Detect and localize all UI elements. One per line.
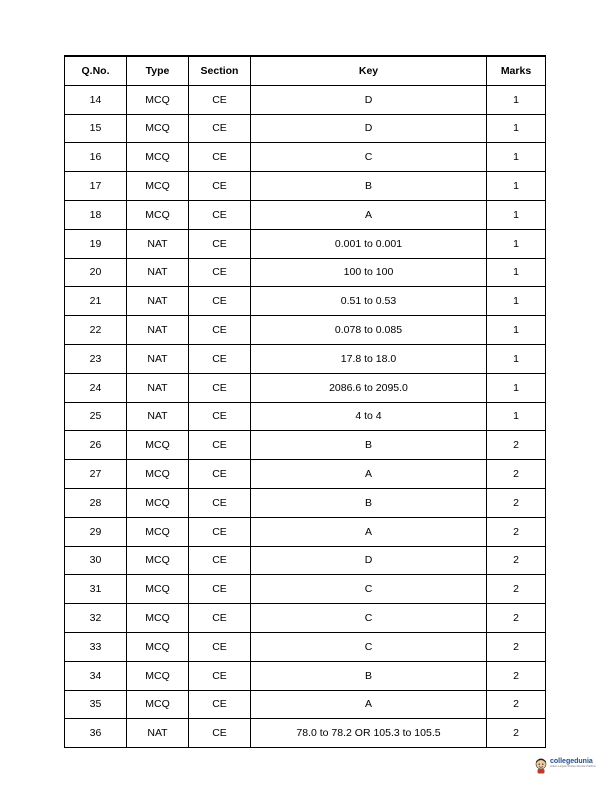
cell-type: MCQ [127, 604, 189, 633]
cell-qno: 34 [65, 661, 127, 690]
cell-marks: 1 [487, 402, 546, 431]
cell-qno: 14 [65, 85, 127, 114]
table-row [65, 719, 546, 748]
cell-section: CE [189, 258, 251, 287]
cell-marks: 2 [487, 604, 546, 633]
table-row [65, 114, 546, 143]
cell-qno: 26 [65, 431, 127, 460]
cell-qno: 35 [65, 690, 127, 719]
table-row [65, 517, 546, 546]
table-row [65, 287, 546, 316]
header-section: Section [189, 56, 251, 85]
cell-marks: 2 [487, 546, 546, 575]
cell-marks: 2 [487, 632, 546, 661]
cell-marks: 1 [487, 316, 546, 345]
cell-marks: 2 [487, 431, 546, 460]
cell-marks: 1 [487, 114, 546, 143]
cell-marks: 1 [487, 85, 546, 114]
cell-key: A [251, 517, 487, 546]
cell-qno: 17 [65, 172, 127, 201]
table-row [65, 200, 546, 229]
cell-key: B [251, 431, 487, 460]
cell-marks: 2 [487, 517, 546, 546]
cell-section: CE [189, 431, 251, 460]
cell-section: CE [189, 85, 251, 114]
cell-section: CE [189, 373, 251, 402]
cell-marks: 1 [487, 143, 546, 172]
cell-marks: 1 [487, 287, 546, 316]
cell-marks: 2 [487, 460, 546, 489]
cell-marks: 2 [487, 488, 546, 517]
table-row [65, 690, 546, 719]
cell-key: C [251, 575, 487, 604]
cell-type: MCQ [127, 200, 189, 229]
brand-name: collegedunia [550, 758, 593, 765]
cell-qno: 19 [65, 229, 127, 258]
cell-qno: 36 [65, 719, 127, 748]
cell-type: MCQ [127, 661, 189, 690]
cell-section: CE [189, 287, 251, 316]
table-row [65, 431, 546, 460]
cell-section: CE [189, 632, 251, 661]
cell-section: CE [189, 690, 251, 719]
cell-qno: 21 [65, 287, 127, 316]
cell-key: A [251, 200, 487, 229]
table-row [65, 316, 546, 345]
mascot-icon [534, 758, 548, 774]
cell-section: CE [189, 604, 251, 633]
table-body [65, 85, 546, 747]
cell-marks: 1 [487, 258, 546, 287]
cell-qno: 29 [65, 517, 127, 546]
cell-qno: 32 [65, 604, 127, 633]
cell-type: NAT [127, 719, 189, 748]
cell-section: CE [189, 143, 251, 172]
header-type: Type [127, 56, 189, 85]
table-header-row [65, 56, 546, 85]
table-row [65, 344, 546, 373]
cell-section: CE [189, 114, 251, 143]
cell-marks: 1 [487, 229, 546, 258]
cell-qno: 24 [65, 373, 127, 402]
cell-key: D [251, 546, 487, 575]
cell-type: NAT [127, 287, 189, 316]
cell-key: D [251, 85, 487, 114]
table-row [65, 604, 546, 633]
cell-type: NAT [127, 373, 189, 402]
cell-type: NAT [127, 229, 189, 258]
cell-key: 4 to 4 [251, 402, 487, 431]
table-row [65, 488, 546, 517]
cell-section: CE [189, 402, 251, 431]
cell-key: A [251, 690, 487, 719]
cell-section: CE [189, 546, 251, 575]
cell-type: MCQ [127, 632, 189, 661]
cell-section: CE [189, 316, 251, 345]
cell-key: A [251, 460, 487, 489]
cell-type: MCQ [127, 546, 189, 575]
cell-key: 0.51 to 0.53 [251, 287, 487, 316]
cell-type: MCQ [127, 172, 189, 201]
cell-type: MCQ [127, 460, 189, 489]
cell-section: CE [189, 517, 251, 546]
answer-key-table [64, 55, 546, 748]
cell-qno: 23 [65, 344, 127, 373]
cell-key: 2086.6 to 2095.0 [251, 373, 487, 402]
cell-type: MCQ [127, 690, 189, 719]
cell-type: MCQ [127, 85, 189, 114]
cell-key: D [251, 114, 487, 143]
cell-qno: 28 [65, 488, 127, 517]
cell-key: 17.8 to 18.0 [251, 344, 487, 373]
cell-type: MCQ [127, 517, 189, 546]
cell-qno: 20 [65, 258, 127, 287]
cell-qno: 15 [65, 114, 127, 143]
table-row [65, 85, 546, 114]
cell-type: NAT [127, 402, 189, 431]
table-row [65, 172, 546, 201]
cell-marks: 1 [487, 200, 546, 229]
header-marks: Marks [487, 56, 546, 85]
header-key: Key [251, 56, 487, 85]
cell-type: MCQ [127, 114, 189, 143]
cell-key: 100 to 100 [251, 258, 487, 287]
cell-qno: 22 [65, 316, 127, 345]
table-row [65, 575, 546, 604]
cell-section: CE [189, 719, 251, 748]
table-row [65, 373, 546, 402]
table-row [65, 546, 546, 575]
table-row [65, 143, 546, 172]
cell-section: CE [189, 200, 251, 229]
cell-qno: 18 [65, 200, 127, 229]
cell-section: CE [189, 460, 251, 489]
cell-key: C [251, 143, 487, 172]
cell-type: MCQ [127, 575, 189, 604]
cell-section: CE [189, 575, 251, 604]
table-row [65, 632, 546, 661]
cell-section: CE [189, 488, 251, 517]
table-row [65, 229, 546, 258]
cell-qno: 16 [65, 143, 127, 172]
cell-marks: 2 [487, 719, 546, 748]
cell-type: MCQ [127, 488, 189, 517]
cell-section: CE [189, 344, 251, 373]
cell-section: CE [189, 229, 251, 258]
cell-type: NAT [127, 258, 189, 287]
cell-key: B [251, 172, 487, 201]
cell-marks: 2 [487, 690, 546, 719]
cell-section: CE [189, 172, 251, 201]
brand-watermark [534, 758, 596, 774]
cell-type: MCQ [127, 431, 189, 460]
brand-tagline: India's Largest Student Review Platform [550, 765, 597, 768]
cell-key: 0.001 to 0.001 [251, 229, 487, 258]
cell-key: C [251, 632, 487, 661]
cell-qno: 31 [65, 575, 127, 604]
cell-section: CE [189, 661, 251, 690]
cell-key: 0.078 to 0.085 [251, 316, 487, 345]
cell-qno: 25 [65, 402, 127, 431]
cell-key: B [251, 488, 487, 517]
table-row [65, 258, 546, 287]
cell-qno: 27 [65, 460, 127, 489]
cell-marks: 1 [487, 172, 546, 201]
table-row [65, 402, 546, 431]
cell-marks: 2 [487, 575, 546, 604]
table-row [65, 661, 546, 690]
cell-qno: 30 [65, 546, 127, 575]
cell-type: NAT [127, 316, 189, 345]
cell-key: C [251, 604, 487, 633]
cell-type: MCQ [127, 143, 189, 172]
cell-key: B [251, 661, 487, 690]
header-qno: Q.No. [65, 56, 127, 85]
cell-marks: 1 [487, 373, 546, 402]
cell-key: 78.0 to 78.2 OR 105.3 to 105.5 [251, 719, 487, 748]
cell-type: NAT [127, 344, 189, 373]
cell-qno: 33 [65, 632, 127, 661]
table-row [65, 460, 546, 489]
cell-marks: 1 [487, 344, 546, 373]
cell-marks: 2 [487, 661, 546, 690]
